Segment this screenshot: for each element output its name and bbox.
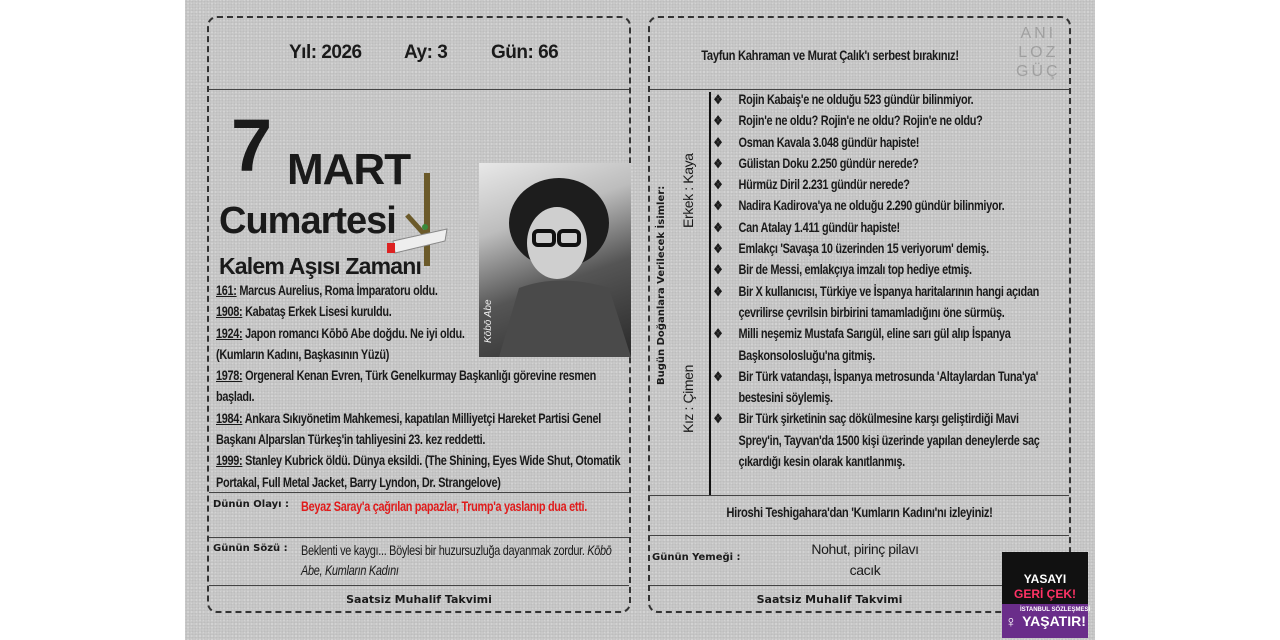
month-name: MART [287, 145, 411, 194]
event-item: 1908: Kabataş Erkek Lisesi kuruldu. [216, 303, 392, 320]
badge-small-text: İSTANBUL SÖZLEŞMESİ [1020, 607, 1091, 613]
female-name: Kız : Çimen [680, 365, 696, 433]
news-item: ❖ Emlakçı 'Savaşa 10 üzerinden 15 veriyorum' demiş. [712, 238, 1063, 259]
footer-title: Saatsiz Muhalif Takvimi [756, 593, 903, 606]
news-item: ❖ Rojin'e ne oldu? Rojin'e ne oldu? Rojin'e ne oldu? [712, 110, 1063, 131]
quote-of-day: Beklenti ve kaygı... Böylesi bir huzursuzluğa dayanmak zordur. Kōbō Abe, Kumların Kadını [301, 542, 612, 578]
quote-source: Kōbō Abe, Kumların Kadını [301, 542, 612, 578]
divider [209, 89, 629, 90]
news-item: ❖ Nadira Kadirova'ya ne olduğu 2.290 gündür bilinmiyor. [712, 195, 1063, 216]
day-number: 7 [231, 104, 271, 187]
divider [209, 492, 629, 493]
vertical-divider [709, 92, 711, 495]
news-item: ❖ Bir X kullanıcısı, Türkiye ve İspanya haritalarının hangi açıdan çevrilirse çevrilsin birbirini tamamladığını öne sürmüş. [712, 281, 1063, 324]
event-label: Dünün Olayı : [213, 499, 290, 510]
news-item: ❖ Hürmüz Diril 2.231 gündür nerede? [712, 174, 1063, 195]
event-item: 1924: Japon romancı Kōbō Abe doğdu. Ne iyi oldu. (Kumların Kadını, Başkasının Yüzü) [216, 324, 465, 362]
news-item: ❖ Can Atalay 1.411 gündür hapiste! [712, 217, 1063, 238]
year-label: Yıl: 2026 [289, 42, 362, 63]
quote-label: Günün Sözü : [213, 543, 288, 554]
footer-title: Saatsiz Muhalif Takvimi [346, 593, 492, 606]
photo-caption: Kōbō Abe [483, 299, 494, 343]
news-item: ❖ Milli neşemiz Mustafa Sarıgül, eline sarı gül alıp İspanya Başkonsolosluğu'na gitmiş. [712, 323, 1063, 366]
male-name: Erkek : Kaya [680, 153, 696, 228]
news-item: ❖ Osman Kavala 3.048 gündür hapiste! [712, 132, 1063, 153]
event-item: 161: Marcus Aurelius, Roma İmparatoru oldu. [216, 282, 438, 298]
badge-line2: GERİ ÇEK! [1013, 587, 1076, 601]
weekday: Cumartesi [219, 200, 396, 242]
divider [209, 585, 629, 586]
food-label: Günün Yemeği : [652, 552, 741, 563]
divider [209, 537, 629, 538]
divider [650, 495, 1069, 496]
event-item: 1978: Orgeneral Kenan Evren, Türk Genelkurmay Başkanlığı görevine resmen başladı. [216, 367, 596, 405]
day-number-label: Gün: 66 [491, 42, 559, 63]
event-item: 1999: Stanley Kubrick öldü. Dünya eksildi. (The Shining, Eyes Wide Shut, Otomatik Portakal, Full Metal Jacket, Barry Lyndon, Dr. Strangelove) [216, 452, 621, 490]
logo: ANI LOZ GÜÇ [1016, 25, 1061, 80]
header-message: Tayfun Kahraman ve Murat Çalık'ı serbest bırakınız! [701, 47, 959, 63]
news-list [712, 89, 1063, 472]
news-item: ❖ Rojin Kabaiş'e ne olduğu 523 gündür bilinmiyor. [712, 89, 1063, 110]
event-item: 1984: Ankara Sıkıyönetim Mahkemesi, kapatılan Milliyetçi Hareket Partisi Genel Başkanı Alparslan Türkeş'in tahliyesini 23. kez reddetti. [216, 409, 601, 448]
news-item: ❖ Gülistan Doku 2.250 gündür nerede? [712, 153, 1063, 174]
left-calendar-page [207, 16, 631, 613]
badge-big-text: YAŞATIR! [1022, 613, 1086, 629]
campaign-badge[interactable] [1002, 552, 1091, 638]
food-of-day: Nohut, pirinç pilavı cacık [811, 541, 919, 578]
news-item: ❖ Bir de Messi, emlakçıya imzalı top hediye etmiş. [712, 259, 1063, 280]
badge-line1: YASAYI [1023, 572, 1067, 586]
event-of-day: Beyaz Saray'a çağrılan papazlar, Trump'a yaslanıp dua etti. [301, 498, 588, 514]
news-item: ❖ Bir Türk vatandaşı, İspanya metrosunda 'Altaylardan Tuna'ya' bestesini söylemiş. [712, 366, 1063, 409]
month-number-label: Ay: 3 [404, 42, 448, 63]
motto: Kalem Aşısı Zamanı [219, 253, 422, 279]
news-item: ❖ Bir Türk şirketinin saç dökülmesine karşı geliştirdiği Mavi Sprey'in, Tayvan'da 1500 kişi üzerinde yapılan deneylerde saç çıkardığı kesin olarak kanıtlanmış. [712, 408, 1063, 472]
names-title: Bugün Doğanlara Verilecek İsimler: [656, 185, 667, 385]
events-list [216, 280, 629, 493]
female-symbol-icon: ♀ [1005, 614, 1017, 631]
film-recommendation: Hiroshi Teshigahara'dan 'Kumların Kadını'nı izleyiniz! [726, 504, 993, 520]
right-calendar-page [648, 16, 1071, 613]
divider [650, 535, 1069, 536]
